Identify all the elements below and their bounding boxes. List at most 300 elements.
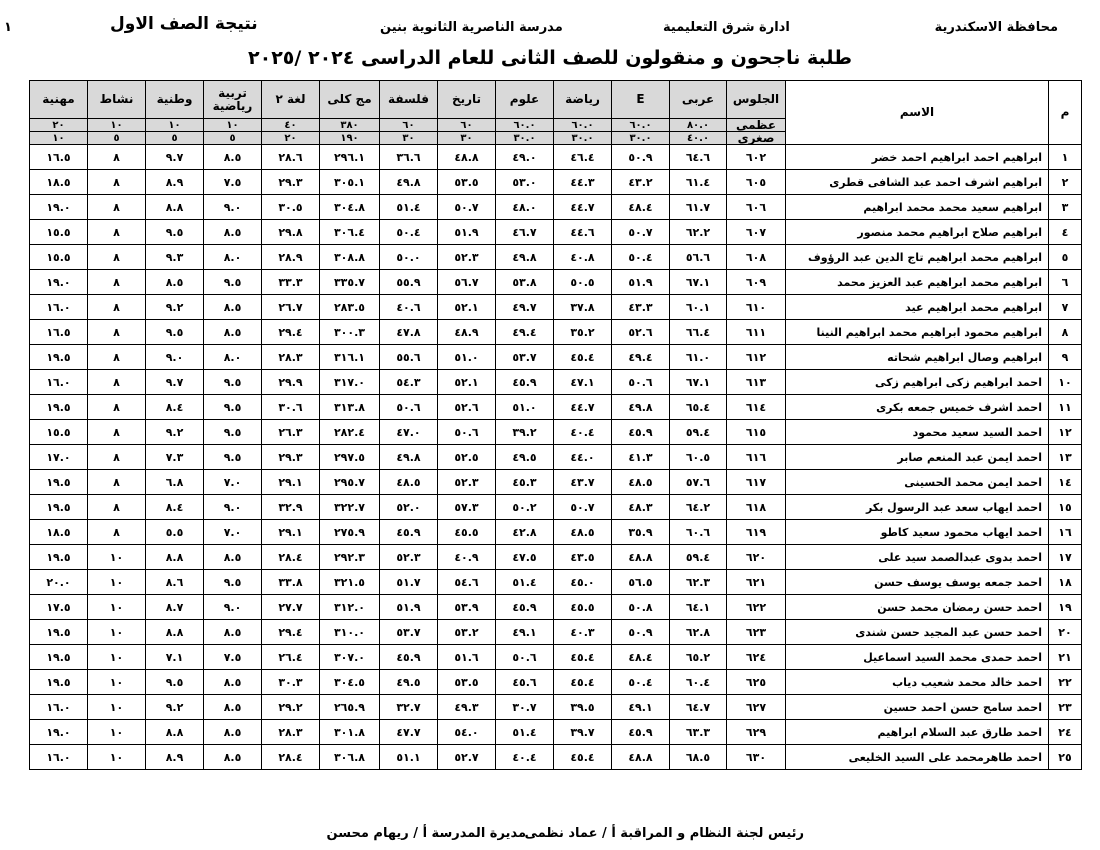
score-cell: ٤٣.٥ bbox=[554, 545, 612, 570]
score-cell: ٣٣٥.٧ bbox=[320, 270, 380, 295]
score-cell: ٩.٧ bbox=[146, 145, 204, 170]
score-cell: ١٧.٠ bbox=[30, 445, 88, 470]
score-cell: ٤٧.١ bbox=[554, 370, 612, 395]
score-cell: ٥٠.٠ bbox=[380, 245, 438, 270]
score-cell: ٦٤.١ bbox=[670, 595, 727, 620]
col-header-total: مج كلى bbox=[320, 81, 380, 119]
score-cell: ٦٢.٢ bbox=[670, 220, 727, 245]
table-row bbox=[30, 320, 1082, 345]
score-cell: ٨.٠ bbox=[204, 345, 262, 370]
table-row bbox=[30, 520, 1082, 545]
score-cell: ٣٢.٩ bbox=[262, 495, 320, 520]
score-cell: ٣٠٦.٨ bbox=[320, 745, 380, 770]
score-cell: ٤٨.٣ bbox=[612, 495, 670, 520]
col-header-science: علوم bbox=[496, 81, 554, 119]
score-cell: ٤٤.٧ bbox=[554, 195, 612, 220]
seat-number: ٦٠٩ bbox=[727, 270, 786, 295]
score-cell: ٥٢.١ bbox=[438, 295, 496, 320]
score-cell: ٢٩.٤ bbox=[262, 320, 320, 345]
score-cell: ٣٠٧.٠ bbox=[320, 645, 380, 670]
score-cell: ٢٩٢.٣ bbox=[320, 545, 380, 570]
score-cell: ٥٠.٦ bbox=[380, 395, 438, 420]
score-cell: ٢٩٧.٥ bbox=[320, 445, 380, 470]
score-cell: ٦٢.٣ bbox=[670, 570, 727, 595]
table-row bbox=[30, 345, 1082, 370]
min-mark: ٥ bbox=[88, 132, 146, 145]
page-title: طلبة ناجحون و منقولون للصف الثانى للعام الدراسى ٢٠٢٤ /٢٠٢٥ bbox=[248, 47, 852, 69]
score-cell: ٥٢.٣ bbox=[438, 470, 496, 495]
row-number: ٥ bbox=[1049, 245, 1082, 270]
score-cell: ٥١.٩ bbox=[612, 270, 670, 295]
score-cell: ٥٠.٦ bbox=[612, 370, 670, 395]
score-cell: ٤٣.٣ bbox=[612, 295, 670, 320]
score-cell: ٨.٤ bbox=[146, 495, 204, 520]
seat-number: ٦١٩ bbox=[727, 520, 786, 545]
score-cell: ٥٤.٠ bbox=[438, 720, 496, 745]
score-cell: ٨.٨ bbox=[146, 620, 204, 645]
score-cell: ٤٣.٧ bbox=[554, 470, 612, 495]
score-cell: ٥٣.٥ bbox=[438, 170, 496, 195]
score-cell: ٣٠٠.٣ bbox=[320, 320, 380, 345]
score-cell: ٨ bbox=[88, 245, 146, 270]
score-cell: ٥٣.٩ bbox=[438, 595, 496, 620]
row-number: ٢٠ bbox=[1049, 620, 1082, 645]
table-row bbox=[30, 270, 1082, 295]
row-number: ٤ bbox=[1049, 220, 1082, 245]
score-cell: ٨.٦ bbox=[146, 570, 204, 595]
max-mark: ٢٠ bbox=[30, 119, 88, 132]
score-cell: ٧.٥ bbox=[204, 170, 262, 195]
max-mark: ١٠ bbox=[146, 119, 204, 132]
score-cell: ٩.٥ bbox=[146, 320, 204, 345]
score-cell: ٨.٨ bbox=[146, 195, 204, 220]
score-cell: ٤٩.٨ bbox=[380, 445, 438, 470]
row-number: ١٦ bbox=[1049, 520, 1082, 545]
governorate-label: محافظة الاسكندرية bbox=[934, 20, 1058, 35]
score-cell: ٢٨٢.٤ bbox=[320, 420, 380, 445]
student-name: احمد اشرف خميس جمعه بكرى bbox=[786, 395, 1049, 420]
score-cell: ٧.١ bbox=[146, 645, 204, 670]
score-cell: ٤٨.٥ bbox=[612, 470, 670, 495]
row-number: ٢٢ bbox=[1049, 670, 1082, 695]
score-cell: ١٠ bbox=[88, 720, 146, 745]
score-cell: ٨.٥ bbox=[204, 545, 262, 570]
score-cell: ٥٠.٨ bbox=[612, 595, 670, 620]
score-cell: ٤٥.٤ bbox=[554, 745, 612, 770]
col-header-philosophy: فلسفة bbox=[380, 81, 438, 119]
score-cell: ٥٠.٧ bbox=[554, 495, 612, 520]
score-cell: ٢٨.٣ bbox=[262, 720, 320, 745]
student-name: احمد بدوى عبدالصمد سيد على bbox=[786, 545, 1049, 570]
score-cell: ٤٥.٤ bbox=[554, 670, 612, 695]
score-cell: ٨.٤ bbox=[146, 395, 204, 420]
table-row bbox=[30, 570, 1082, 595]
score-cell: ٩.٠ bbox=[204, 195, 262, 220]
score-cell: ٨ bbox=[88, 445, 146, 470]
score-cell: ٥٦.٥ bbox=[612, 570, 670, 595]
score-cell: ٦٥.٤ bbox=[670, 395, 727, 420]
table-row bbox=[30, 295, 1082, 320]
score-cell: ٢٩.٣ bbox=[262, 445, 320, 470]
score-cell: ٢٨.٤ bbox=[262, 545, 320, 570]
score-cell: ٤٩.٣ bbox=[438, 695, 496, 720]
row-number: ١٤ bbox=[1049, 470, 1082, 495]
score-cell: ٨ bbox=[88, 145, 146, 170]
score-cell: ٩.٥ bbox=[204, 570, 262, 595]
score-cell: ٥٠.٩ bbox=[612, 145, 670, 170]
score-cell: ٣٣.٨ bbox=[262, 570, 320, 595]
score-cell: ٦٠.٤ bbox=[670, 670, 727, 695]
score-cell: ٨ bbox=[88, 495, 146, 520]
score-cell: ٩.٥ bbox=[146, 670, 204, 695]
score-cell: ١٦.٥ bbox=[30, 145, 88, 170]
score-cell: ٨.٥ bbox=[204, 620, 262, 645]
score-cell: ٤٩.٧ bbox=[496, 295, 554, 320]
score-cell: ٩.٥ bbox=[204, 270, 262, 295]
student-name: احمد سامح حسن احمد حسين bbox=[786, 695, 1049, 720]
score-cell: ١٥.٥ bbox=[30, 420, 88, 445]
table-row bbox=[30, 245, 1082, 270]
min-mark: ٣٠.٠ bbox=[554, 132, 612, 145]
row-number: ١٩ bbox=[1049, 595, 1082, 620]
seat-number: ٦١٨ bbox=[727, 495, 786, 520]
score-cell: ٦٤.٧ bbox=[670, 695, 727, 720]
student-name: ابراهيم احمد ابراهيم احمد خضر bbox=[786, 145, 1049, 170]
score-cell: ٨.٥ bbox=[204, 220, 262, 245]
score-cell: ٢٨.٣ bbox=[262, 345, 320, 370]
student-name: احمد السيد سعيد محمود bbox=[786, 420, 1049, 445]
results-table bbox=[29, 80, 1082, 770]
row-number: ١٥ bbox=[1049, 495, 1082, 520]
score-cell: ٤٨.٥ bbox=[554, 520, 612, 545]
score-cell: ٩.٣ bbox=[146, 245, 204, 270]
score-cell: ٤٨.٨ bbox=[612, 745, 670, 770]
row-number: ١٢ bbox=[1049, 420, 1082, 445]
score-cell: ٤٠.٤ bbox=[554, 420, 612, 445]
student-name: احمد جمعه يوسف يوسف حسن bbox=[786, 570, 1049, 595]
score-cell: ٤٠.٩ bbox=[438, 545, 496, 570]
score-cell: ٥٦.٧ bbox=[438, 270, 496, 295]
score-cell: ٢٦.٧ bbox=[262, 295, 320, 320]
committee-head-signature: رئيس لجنة النظام و المراقبة أ / عماد نظمى bbox=[524, 826, 804, 841]
score-cell: ٢٨.٦ bbox=[262, 145, 320, 170]
table-row bbox=[30, 145, 1082, 170]
seat-number: ٦٠٢ bbox=[727, 145, 786, 170]
min-label: صغرى bbox=[727, 132, 786, 145]
table-row bbox=[30, 495, 1082, 520]
col-header-history: تاريخ bbox=[438, 81, 496, 119]
score-cell: ٨ bbox=[88, 295, 146, 320]
score-cell: ٥٠.٤ bbox=[612, 670, 670, 695]
score-cell: ٤٩.٨ bbox=[380, 170, 438, 195]
seat-number: ٦٠٧ bbox=[727, 220, 786, 245]
row-number: ١ bbox=[1049, 145, 1082, 170]
col-header-english: E bbox=[612, 81, 670, 119]
score-cell: ١٩.٠ bbox=[30, 270, 88, 295]
table-row bbox=[30, 695, 1082, 720]
score-cell: ٤٥.٩ bbox=[380, 645, 438, 670]
row-number: ١٣ bbox=[1049, 445, 1082, 470]
score-cell: ٥١.٤ bbox=[380, 195, 438, 220]
col-header-seat: الجلوس bbox=[727, 81, 786, 119]
score-cell: ٣٠٤.٥ bbox=[320, 670, 380, 695]
score-cell: ٥٤.٣ bbox=[380, 370, 438, 395]
score-cell: ١٥.٥ bbox=[30, 220, 88, 245]
score-cell: ٤٠.٨ bbox=[554, 245, 612, 270]
seat-number: ٦٣٠ bbox=[727, 745, 786, 770]
score-cell: ٤٥.٥ bbox=[438, 520, 496, 545]
student-name: ابراهيم محمد ابراهيم تاج الدين عبد الرؤوف bbox=[786, 245, 1049, 270]
score-cell: ٢٩.١ bbox=[262, 470, 320, 495]
score-cell: ١٩.٥ bbox=[30, 545, 88, 570]
score-cell: ٢٦٥.٩ bbox=[320, 695, 380, 720]
score-cell: ٢٧٥.٩ bbox=[320, 520, 380, 545]
score-cell: ٥٠.٩ bbox=[612, 620, 670, 645]
score-cell: ٨ bbox=[88, 195, 146, 220]
school-label: مدرسة الناصرية الثانوية بنين bbox=[380, 20, 563, 35]
score-cell: ٤٨.٨ bbox=[438, 145, 496, 170]
score-cell: ٦٥.٢ bbox=[670, 645, 727, 670]
score-cell: ٤٥.٣ bbox=[496, 470, 554, 495]
score-cell: ٧.٥ bbox=[204, 645, 262, 670]
score-cell: ٦١.٠ bbox=[670, 345, 727, 370]
score-cell: ١٠ bbox=[88, 545, 146, 570]
max-mark: ٦٠ bbox=[438, 119, 496, 132]
score-cell: ٤٩.٤ bbox=[612, 345, 670, 370]
row-number: ٨ bbox=[1049, 320, 1082, 345]
score-cell: ٢٩.٨ bbox=[262, 220, 320, 245]
score-cell: ٩.٠ bbox=[204, 495, 262, 520]
row-number: ١٧ bbox=[1049, 545, 1082, 570]
score-cell: ٨.٨ bbox=[146, 720, 204, 745]
row-number: ١٨ bbox=[1049, 570, 1082, 595]
score-cell: ٨.٩ bbox=[146, 745, 204, 770]
score-cell: ٤٩.٨ bbox=[612, 395, 670, 420]
min-mark: ٣٠.٠ bbox=[612, 132, 670, 145]
score-cell: ٥٠.٢ bbox=[496, 495, 554, 520]
max-mark: ٣٨٠ bbox=[320, 119, 380, 132]
max-mark: ٦٠.٠ bbox=[554, 119, 612, 132]
score-cell: ٢٩.١ bbox=[262, 520, 320, 545]
score-cell: ٥٩.٤ bbox=[670, 545, 727, 570]
score-cell: ٢٩.٣ bbox=[262, 170, 320, 195]
score-cell: ٥.٥ bbox=[146, 520, 204, 545]
score-cell: ٥٦.٦ bbox=[670, 245, 727, 270]
table-row bbox=[30, 220, 1082, 245]
score-cell: ٣٠.٦ bbox=[262, 395, 320, 420]
student-name: ابراهيم محمد ابراهيم عيد bbox=[786, 295, 1049, 320]
score-cell: ٨.٩ bbox=[146, 170, 204, 195]
table-row bbox=[30, 370, 1082, 395]
row-number: ٣ bbox=[1049, 195, 1082, 220]
score-cell: ٤٨.٨ bbox=[612, 545, 670, 570]
score-cell: ٢٩.٢ bbox=[262, 695, 320, 720]
col-header-national: وطنية bbox=[146, 81, 204, 119]
score-cell: ٨.٧ bbox=[146, 595, 204, 620]
table-row bbox=[30, 670, 1082, 695]
score-cell: ٤٩.١ bbox=[612, 695, 670, 720]
score-cell: ٤٤.٣ bbox=[554, 170, 612, 195]
score-cell: ٤٧.٥ bbox=[496, 545, 554, 570]
student-name: احمد ابراهيم زكى ابراهيم زكى bbox=[786, 370, 1049, 395]
page-number: ١ bbox=[4, 20, 12, 35]
score-cell: ٣١٣.٨ bbox=[320, 395, 380, 420]
student-name: احمد ايمن محمد الحسينى bbox=[786, 470, 1049, 495]
score-cell: ١٠ bbox=[88, 745, 146, 770]
score-cell: ٤٩.٨ bbox=[496, 245, 554, 270]
score-cell: ٥١.١ bbox=[380, 745, 438, 770]
student-name: احمد خالد محمد شعيب دياب bbox=[786, 670, 1049, 695]
student-name: ابراهيم محمد ابراهيم عبد العزيز محمد bbox=[786, 270, 1049, 295]
score-cell: ٢٨٣.٥ bbox=[320, 295, 380, 320]
score-cell: ٥٢.٠ bbox=[380, 495, 438, 520]
score-cell: ٣٢١.٥ bbox=[320, 570, 380, 595]
score-cell: ١٠ bbox=[88, 670, 146, 695]
score-cell: ١٩.٥ bbox=[30, 495, 88, 520]
score-cell: ٢٩.٤ bbox=[262, 620, 320, 645]
table-row bbox=[30, 395, 1082, 420]
administration-label: ادارة شرق التعليمية bbox=[663, 20, 790, 35]
score-cell: ٥١.٠ bbox=[438, 345, 496, 370]
score-cell: ٦٤.٢ bbox=[670, 495, 727, 520]
score-cell: ٣٠٦.٤ bbox=[320, 220, 380, 245]
score-cell: ٩.٥ bbox=[204, 370, 262, 395]
result-label: نتيجة الصف الاول bbox=[110, 14, 258, 34]
score-cell: ١٨.٥ bbox=[30, 170, 88, 195]
seat-number: ٦٢٢ bbox=[727, 595, 786, 620]
score-cell: ٥١.٩ bbox=[380, 595, 438, 620]
score-cell: ١٩.٥ bbox=[30, 395, 88, 420]
score-cell: ٤٥.٤ bbox=[554, 645, 612, 670]
score-cell: ٣٠.٧ bbox=[496, 695, 554, 720]
score-cell: ٨ bbox=[88, 270, 146, 295]
score-cell: ١٩.٠ bbox=[30, 195, 88, 220]
score-cell: ٤٩.٥ bbox=[496, 445, 554, 470]
student-name: احمد طاهرمحمد على السيد الخليعى bbox=[786, 745, 1049, 770]
score-cell: ٤٥.٤ bbox=[554, 345, 612, 370]
student-name: ابراهيم وصال ابراهيم شحاته bbox=[786, 345, 1049, 370]
row-number: ٢ bbox=[1049, 170, 1082, 195]
score-cell: ٩.٢ bbox=[146, 295, 204, 320]
score-cell: ٤٨.٤ bbox=[612, 645, 670, 670]
score-cell: ٤٦.٧ bbox=[496, 220, 554, 245]
score-cell: ٥٢.٦ bbox=[612, 320, 670, 345]
score-cell: ٦٧.١ bbox=[670, 370, 727, 395]
score-cell: ٨.٥ bbox=[204, 145, 262, 170]
score-cell: ٢٩٦.١ bbox=[320, 145, 380, 170]
table-row bbox=[30, 545, 1082, 570]
score-cell: ٨ bbox=[88, 420, 146, 445]
score-cell: ١٩.٥ bbox=[30, 470, 88, 495]
score-cell: ٤٧.٧ bbox=[380, 720, 438, 745]
max-mark: ٤٠ bbox=[262, 119, 320, 132]
max-mark: ٦٠.٠ bbox=[496, 119, 554, 132]
score-cell: ٣٥.٩ bbox=[612, 520, 670, 545]
score-cell: ٤٥.٦ bbox=[496, 670, 554, 695]
score-cell: ٦٠.٥ bbox=[670, 445, 727, 470]
score-cell: ٤٥.٩ bbox=[612, 720, 670, 745]
row-number: ١٠ bbox=[1049, 370, 1082, 395]
score-cell: ٣٥.٢ bbox=[554, 320, 612, 345]
student-name: احمد حسن عبد المجيد حسن شندى bbox=[786, 620, 1049, 645]
score-cell: ٤٨.٠ bbox=[496, 195, 554, 220]
score-cell: ٤٨.٤ bbox=[612, 195, 670, 220]
score-cell: ٩.٢ bbox=[146, 420, 204, 445]
score-cell: ٤٩.٠ bbox=[496, 145, 554, 170]
score-cell: ٥٠.٤ bbox=[380, 220, 438, 245]
student-name: احمد ايهاب محمود سعيد كاطو bbox=[786, 520, 1049, 545]
score-cell: ٥٣.٠ bbox=[496, 170, 554, 195]
score-cell: ٥٠.٧ bbox=[438, 195, 496, 220]
seat-number: ٦٠٥ bbox=[727, 170, 786, 195]
min-mark: ٣٠.٠ bbox=[496, 132, 554, 145]
seat-number: ٦٢٤ bbox=[727, 645, 786, 670]
score-cell: ١٠ bbox=[88, 570, 146, 595]
score-cell: ٦٠.٦ bbox=[670, 520, 727, 545]
score-cell: ٩.٧ bbox=[146, 370, 204, 395]
score-cell: ٦١.٤ bbox=[670, 170, 727, 195]
seat-number: ٦٢٧ bbox=[727, 695, 786, 720]
table-row bbox=[30, 645, 1082, 670]
score-cell: ٤٦.٤ bbox=[554, 145, 612, 170]
row-number: ٦ bbox=[1049, 270, 1082, 295]
table-row bbox=[30, 620, 1082, 645]
score-cell: ٦٤.٦ bbox=[670, 145, 727, 170]
seat-number: ٦١٣ bbox=[727, 370, 786, 395]
score-cell: ٣١٢.٠ bbox=[320, 595, 380, 620]
row-number: ٧ bbox=[1049, 295, 1082, 320]
score-cell: ٢٩.٩ bbox=[262, 370, 320, 395]
score-cell: ١٦.٠ bbox=[30, 295, 88, 320]
score-cell: ١٦.٠ bbox=[30, 370, 88, 395]
score-cell: ٥٣.٧ bbox=[496, 345, 554, 370]
score-cell: ١٩.٥ bbox=[30, 645, 88, 670]
min-mark: ٣٠ bbox=[438, 132, 496, 145]
student-name: ابراهيم سعيد محمد محمد ابراهيم bbox=[786, 195, 1049, 220]
score-cell: ٥١.٧ bbox=[380, 570, 438, 595]
score-cell: ٨.٥ bbox=[204, 295, 262, 320]
col-header-sports: تربية رياضية bbox=[204, 81, 262, 119]
score-cell: ٦٢.٨ bbox=[670, 620, 727, 645]
min-mark: ١٠ bbox=[30, 132, 88, 145]
seat-number: ٦٠٦ bbox=[727, 195, 786, 220]
score-cell: ٣١٦.١ bbox=[320, 345, 380, 370]
max-mark: ٦٠.٠ bbox=[612, 119, 670, 132]
seat-number: ٦١١ bbox=[727, 320, 786, 345]
score-cell: ٤٧.٠ bbox=[380, 420, 438, 445]
score-cell: ٤٥.٩ bbox=[380, 520, 438, 545]
score-cell: ١٠ bbox=[88, 620, 146, 645]
score-cell: ٥٢.٣ bbox=[380, 545, 438, 570]
student-name: احمد ايمن عبد المنعم صابر bbox=[786, 445, 1049, 470]
score-cell: ٤٥.٩ bbox=[612, 420, 670, 445]
score-cell: ٤٥.٠ bbox=[554, 570, 612, 595]
score-cell: ٤٤.٠ bbox=[554, 445, 612, 470]
score-cell: ٣٢٢.٧ bbox=[320, 495, 380, 520]
seat-number: ٦٢١ bbox=[727, 570, 786, 595]
score-cell: ٨.٨ bbox=[146, 545, 204, 570]
score-cell: ٦٣.٣ bbox=[670, 720, 727, 745]
score-cell: ٥١.٤ bbox=[496, 720, 554, 745]
table-row bbox=[30, 470, 1082, 495]
score-cell: ٤٤.٧ bbox=[554, 395, 612, 420]
score-cell: ٥٣.٨ bbox=[496, 270, 554, 295]
table-body bbox=[30, 145, 1082, 770]
student-name: احمد طارق عبد السلام ابراهيم bbox=[786, 720, 1049, 745]
score-cell: ٣٧.٨ bbox=[554, 295, 612, 320]
score-cell: ٨.٥ bbox=[146, 270, 204, 295]
table-row bbox=[30, 720, 1082, 745]
